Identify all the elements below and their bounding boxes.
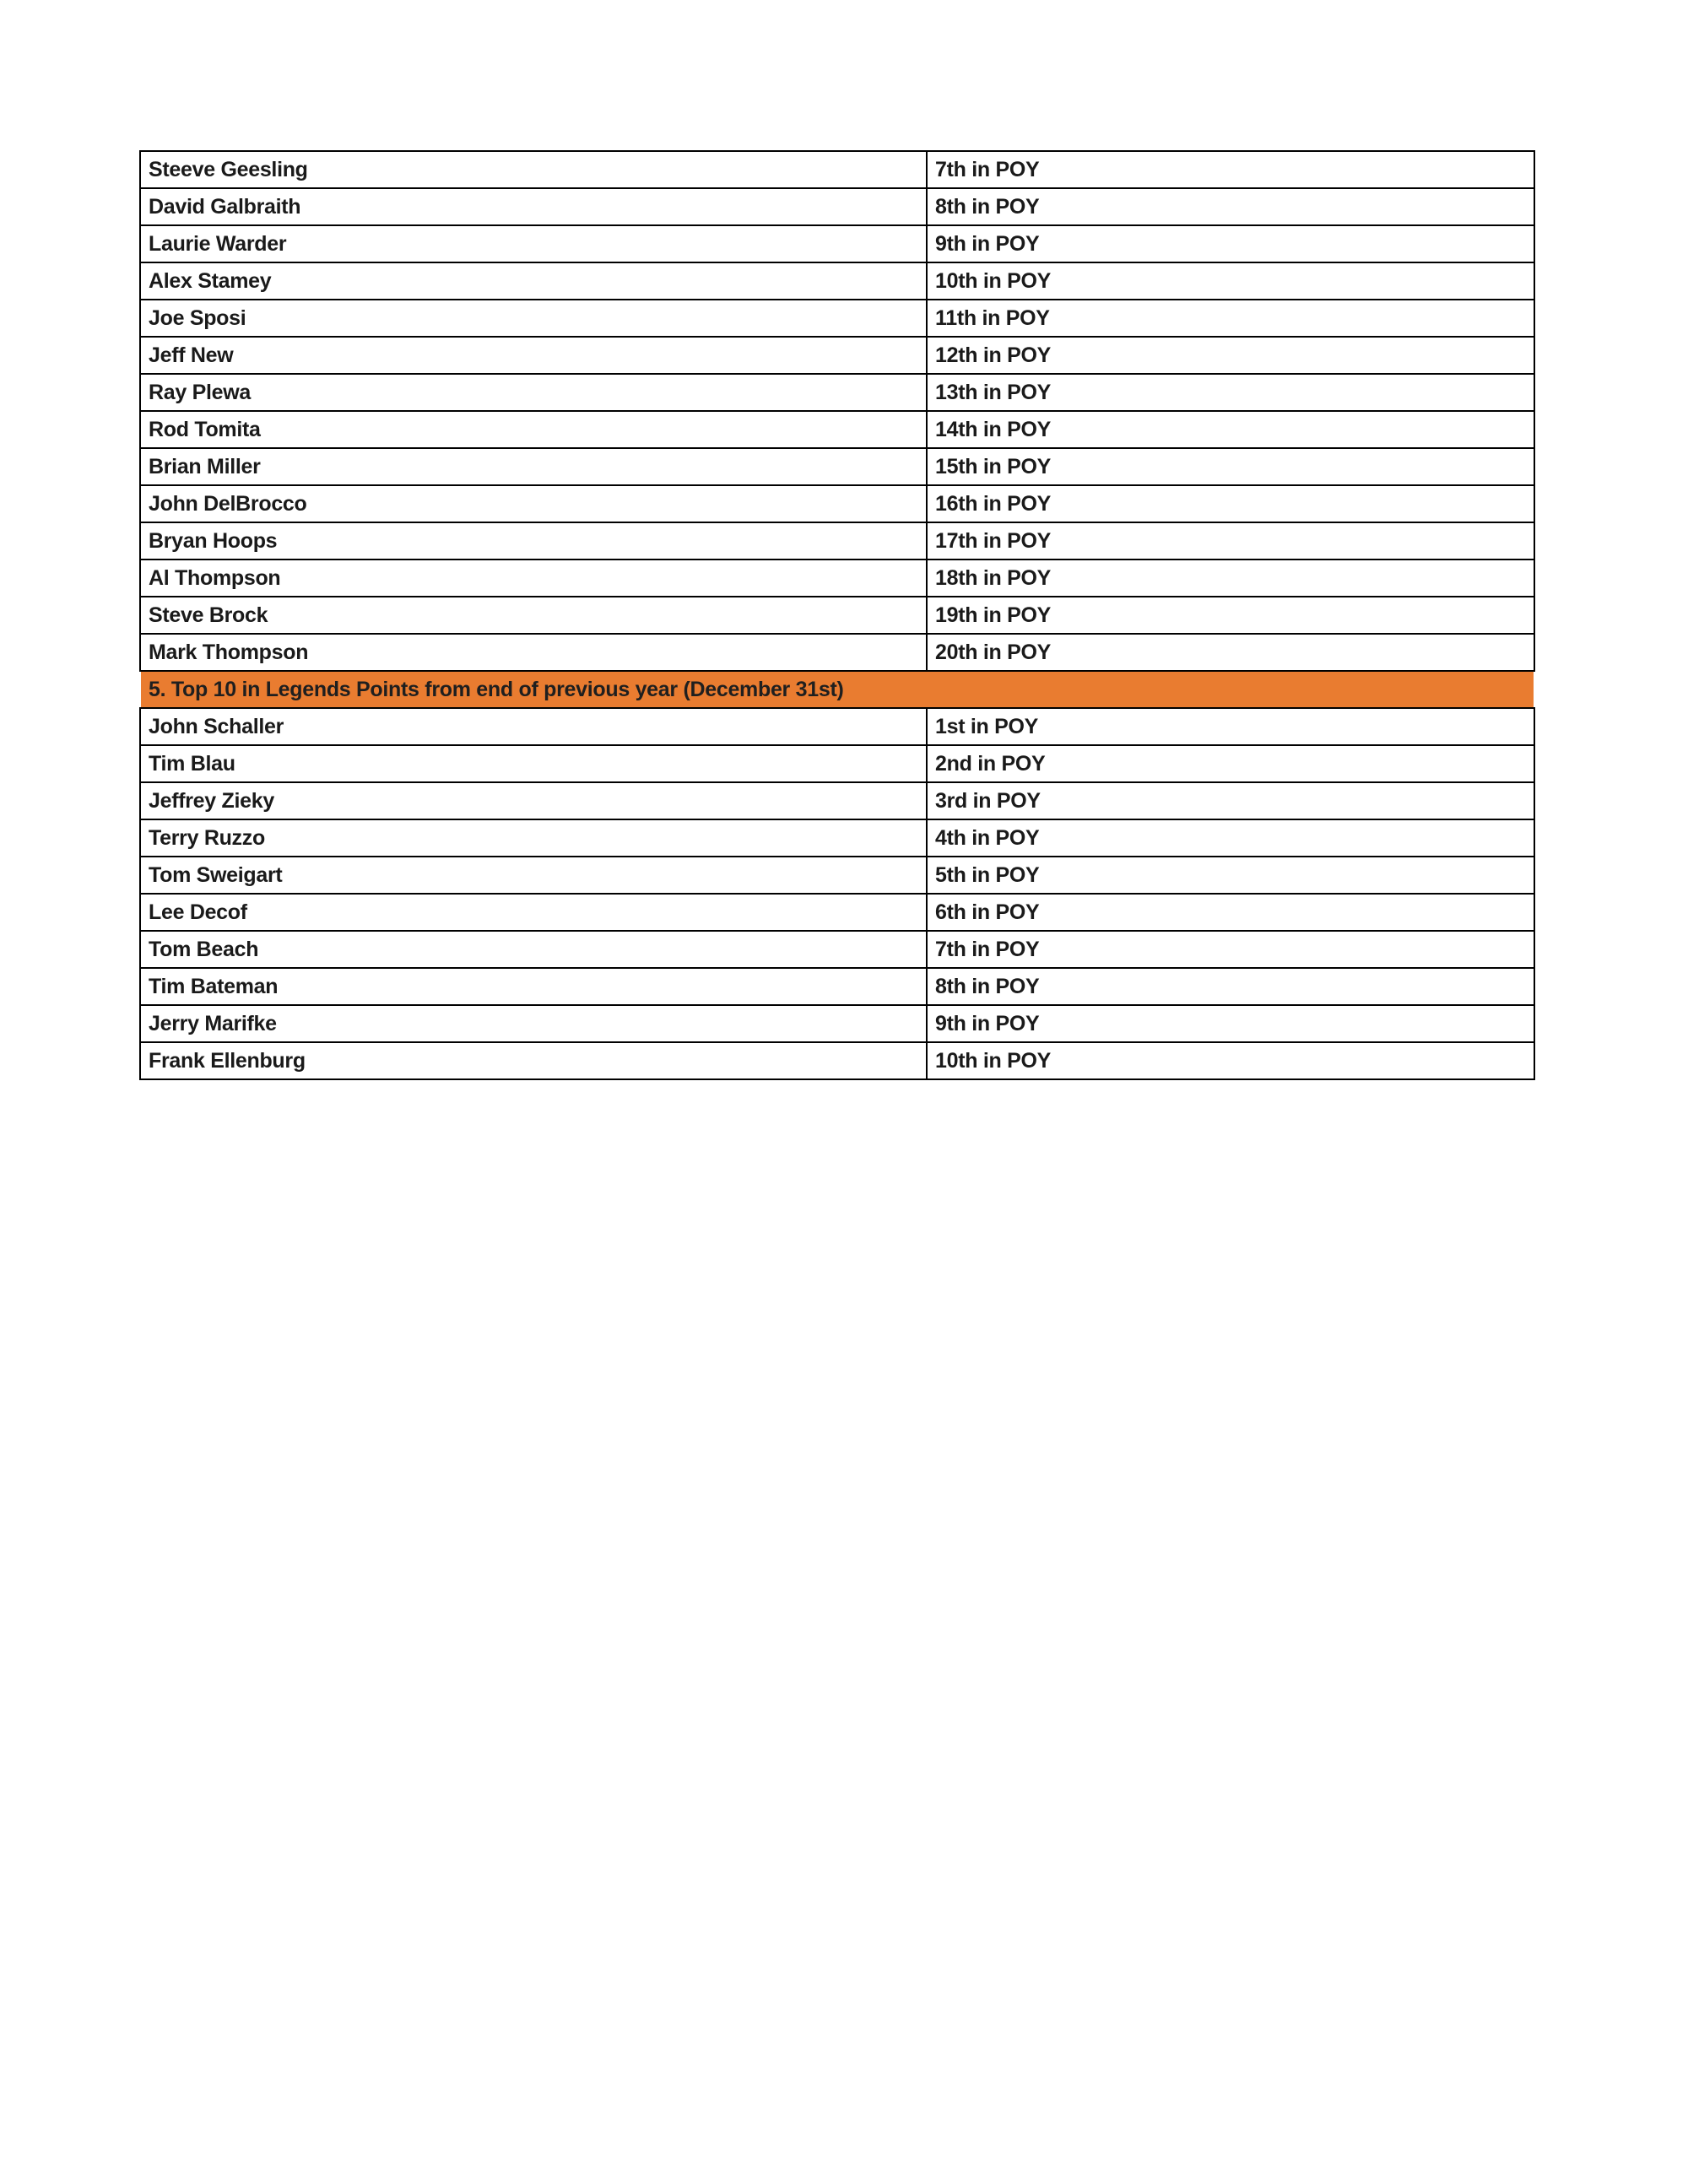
player-name-cell: Bryan Hoops bbox=[140, 522, 927, 560]
table-row bbox=[140, 819, 1534, 857]
player-name-cell: Alex Stamey bbox=[140, 262, 927, 300]
section2-body bbox=[140, 708, 1534, 1079]
player-name-cell: Tim Bateman bbox=[140, 968, 927, 1005]
player-name-cell: Laurie Warder bbox=[140, 225, 927, 262]
rank-cell: 16th in POY bbox=[927, 485, 1534, 522]
table-row bbox=[140, 300, 1534, 337]
player-name-cell: Al Thompson bbox=[140, 560, 927, 597]
table-row bbox=[140, 522, 1534, 560]
player-name-cell: John DelBrocco bbox=[140, 485, 927, 522]
player-name-cell: Frank Ellenburg bbox=[140, 1042, 927, 1079]
rank-cell: 4th in POY bbox=[927, 819, 1534, 857]
section-header-row bbox=[140, 671, 1534, 708]
table-row bbox=[140, 634, 1534, 671]
rank-cell: 11th in POY bbox=[927, 300, 1534, 337]
rank-cell: 6th in POY bbox=[927, 894, 1534, 931]
player-name-cell: David Galbraith bbox=[140, 188, 927, 225]
player-name-cell: Tom Sweigart bbox=[140, 857, 927, 894]
player-name-cell: Joe Sposi bbox=[140, 300, 927, 337]
player-name-cell: Ray Plewa bbox=[140, 374, 927, 411]
table-row bbox=[140, 448, 1534, 485]
table-row bbox=[140, 708, 1534, 745]
player-name-cell: Steve Brock bbox=[140, 597, 927, 634]
rank-cell: 7th in POY bbox=[927, 151, 1534, 188]
table-row bbox=[140, 225, 1534, 262]
rank-cell: 14th in POY bbox=[927, 411, 1534, 448]
table-row bbox=[140, 597, 1534, 634]
player-name-cell: Jeff New bbox=[140, 337, 927, 374]
rank-cell: 9th in POY bbox=[927, 225, 1534, 262]
rank-cell: 13th in POY bbox=[927, 374, 1534, 411]
table-row bbox=[140, 857, 1534, 894]
rank-cell: 3rd in POY bbox=[927, 782, 1534, 819]
table-row bbox=[140, 374, 1534, 411]
roster-table-container bbox=[139, 150, 1534, 1080]
rank-cell: 7th in POY bbox=[927, 931, 1534, 968]
player-name-cell: Brian Miller bbox=[140, 448, 927, 485]
player-name-cell: Lee Decof bbox=[140, 894, 927, 931]
table-row bbox=[140, 782, 1534, 819]
rank-cell: 2nd in POY bbox=[927, 745, 1534, 782]
rank-cell: 15th in POY bbox=[927, 448, 1534, 485]
player-name-cell: Steeve Geesling bbox=[140, 151, 927, 188]
table-row bbox=[140, 337, 1534, 374]
table-row bbox=[140, 188, 1534, 225]
rank-cell: 8th in POY bbox=[927, 968, 1534, 1005]
table-row bbox=[140, 560, 1534, 597]
rank-cell: 17th in POY bbox=[927, 522, 1534, 560]
roster-table bbox=[139, 150, 1535, 1080]
player-name-cell: Rod Tomita bbox=[140, 411, 927, 448]
section1-body bbox=[140, 151, 1534, 671]
rank-cell: 10th in POY bbox=[927, 1042, 1534, 1079]
table-row bbox=[140, 1005, 1534, 1042]
player-name-cell: John Schaller bbox=[140, 708, 927, 745]
player-name-cell: Tom Beach bbox=[140, 931, 927, 968]
table-row bbox=[140, 262, 1534, 300]
rank-cell: 18th in POY bbox=[927, 560, 1534, 597]
section-header-cell: 5. Top 10 in Legends Points from end of previous year (December 31st) bbox=[140, 671, 1534, 708]
player-name-cell: Jerry Marifke bbox=[140, 1005, 927, 1042]
table-row bbox=[140, 745, 1534, 782]
rank-cell: 9th in POY bbox=[927, 1005, 1534, 1042]
table-row bbox=[140, 151, 1534, 188]
rank-cell: 1st in POY bbox=[927, 708, 1534, 745]
player-name-cell: Tim Blau bbox=[140, 745, 927, 782]
rank-cell: 20th in POY bbox=[927, 634, 1534, 671]
rank-cell: 8th in POY bbox=[927, 188, 1534, 225]
table-row bbox=[140, 1042, 1534, 1079]
table-row bbox=[140, 931, 1534, 968]
section-header-body bbox=[140, 671, 1534, 708]
player-name-cell: Mark Thompson bbox=[140, 634, 927, 671]
table-row bbox=[140, 894, 1534, 931]
player-name-cell: Terry Ruzzo bbox=[140, 819, 927, 857]
table-row bbox=[140, 485, 1534, 522]
table-row bbox=[140, 411, 1534, 448]
player-name-cell: Jeffrey Zieky bbox=[140, 782, 927, 819]
table-row bbox=[140, 968, 1534, 1005]
rank-cell: 12th in POY bbox=[927, 337, 1534, 374]
rank-cell: 19th in POY bbox=[927, 597, 1534, 634]
rank-cell: 5th in POY bbox=[927, 857, 1534, 894]
rank-cell: 10th in POY bbox=[927, 262, 1534, 300]
